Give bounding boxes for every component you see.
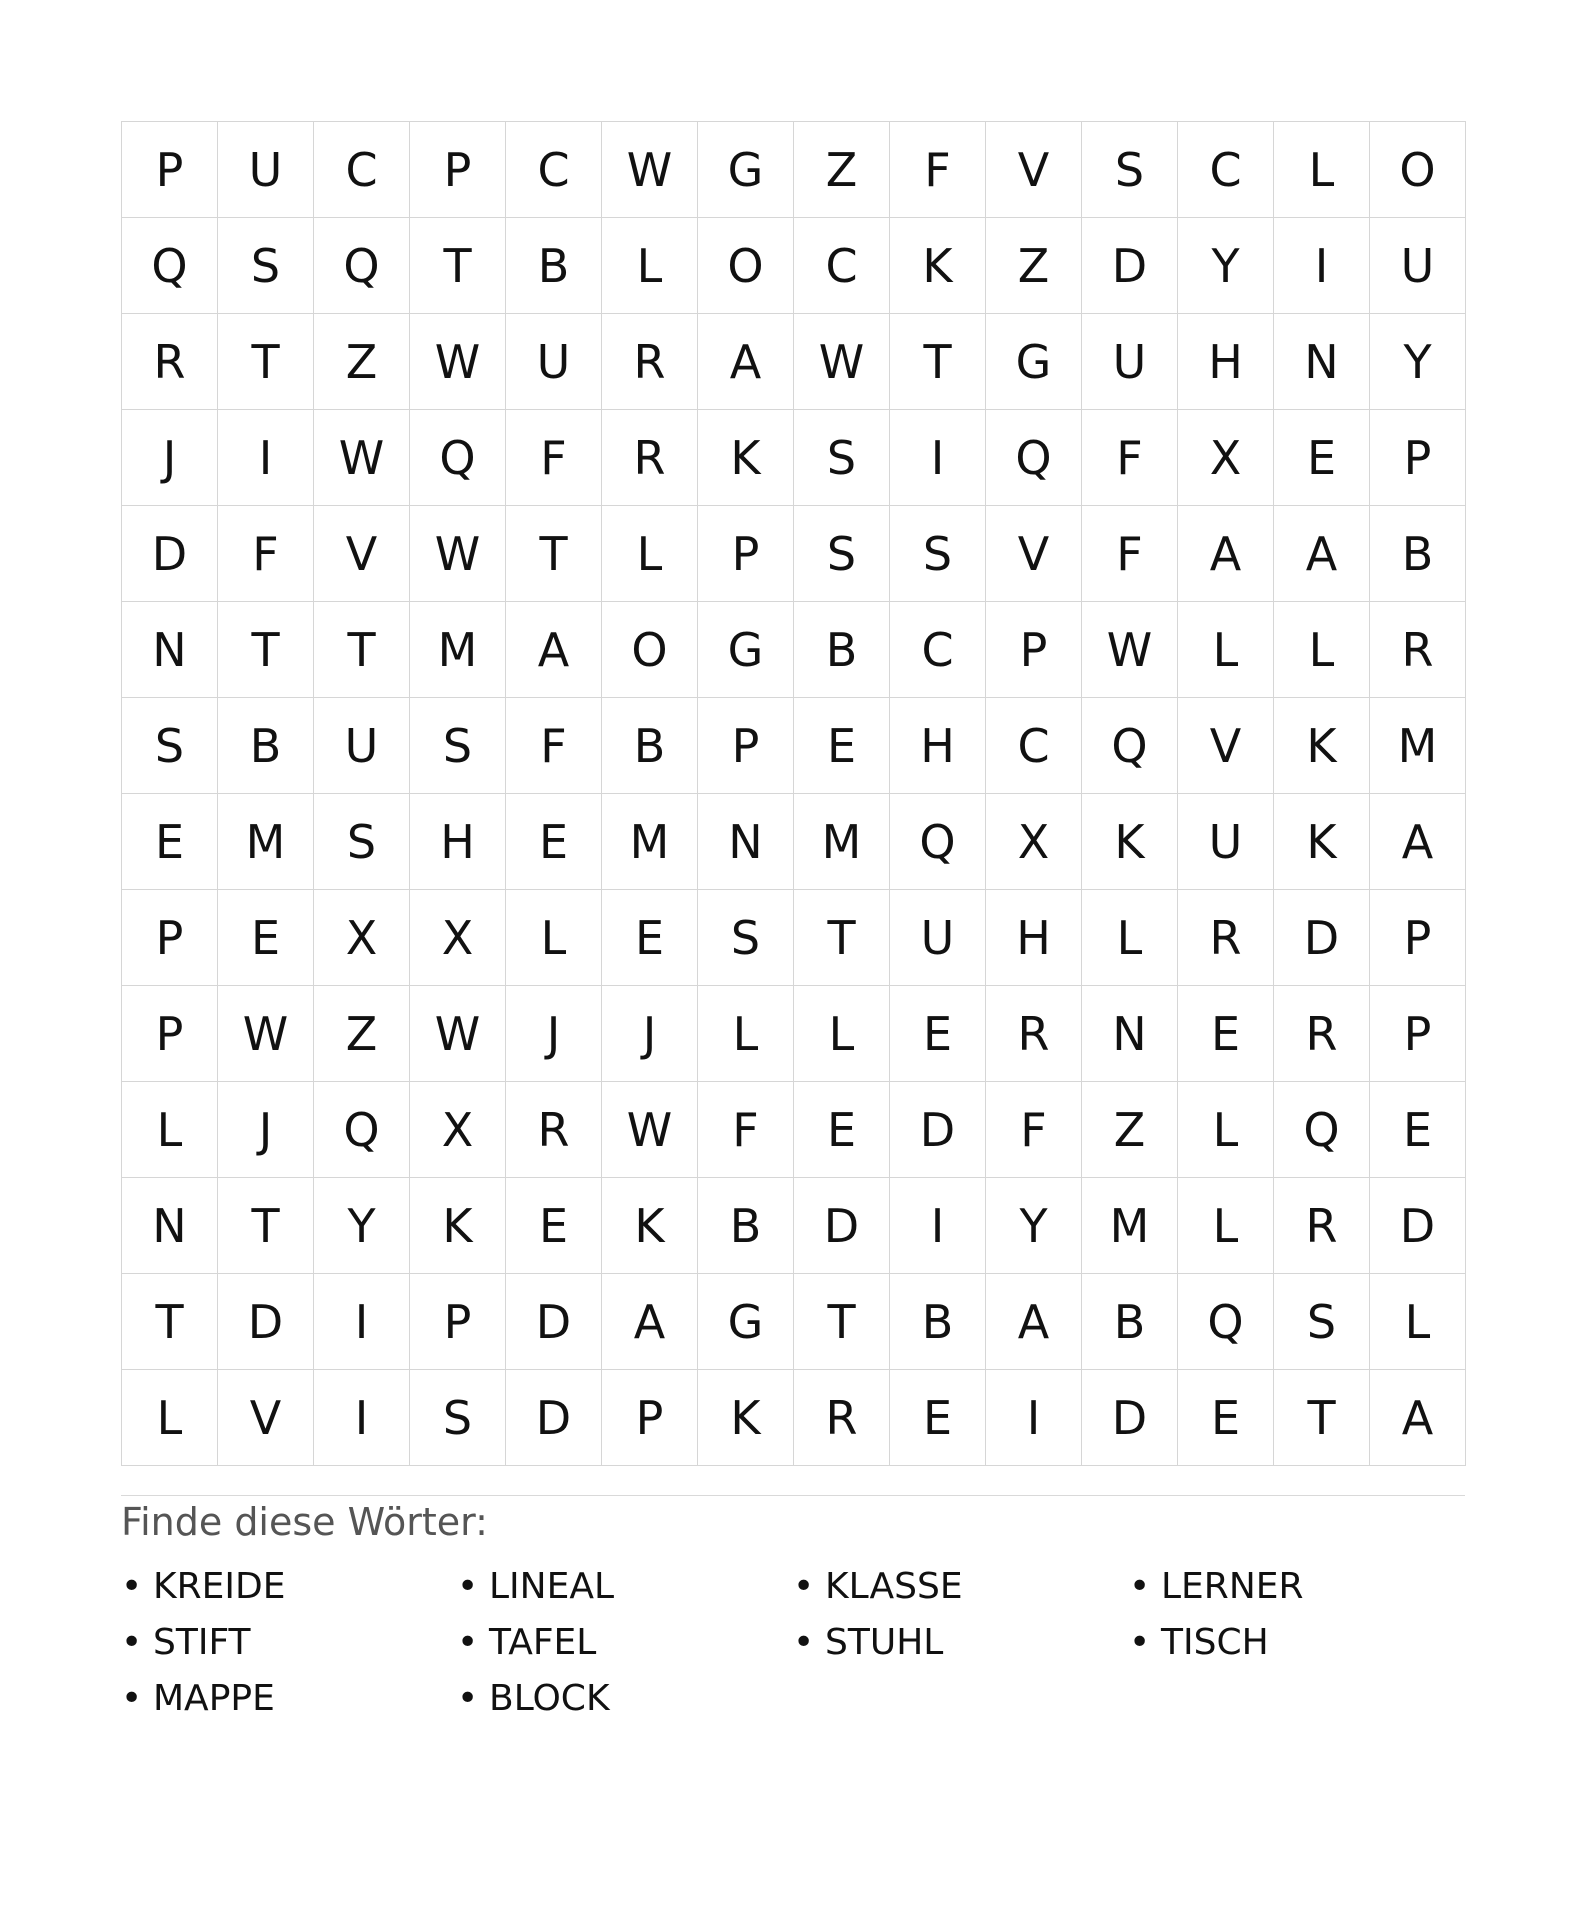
grid-cell[interactable]: R [1274,1178,1370,1274]
grid-cell[interactable]: H [1178,314,1274,410]
grid-cell[interactable]: O [1370,122,1466,218]
word-label: STIFT [153,1621,251,1663]
grid-cell[interactable]: Z [314,986,410,1082]
bullet-icon: • [1129,1621,1151,1663]
grid-cell[interactable]: M [218,794,314,890]
grid-cell[interactable]: W [602,1082,698,1178]
bullet-icon: • [793,1621,815,1663]
grid-cell[interactable]: X [410,890,506,986]
grid-cell[interactable]: J [218,1082,314,1178]
grid-cell[interactable]: P [698,698,794,794]
grid-cell[interactable]: N [1082,986,1178,1082]
grid-cell[interactable]: Z [986,218,1082,314]
grid-cell[interactable]: Q [1082,698,1178,794]
grid-cell[interactable]: E [218,890,314,986]
grid-cell[interactable]: P [122,122,218,218]
grid-cell[interactable]: U [218,122,314,218]
grid-cell[interactable]: X [986,794,1082,890]
grid-cell[interactable]: R [1274,986,1370,1082]
grid-cell[interactable]: U [506,314,602,410]
grid-cell[interactable]: R [602,314,698,410]
grid-cell[interactable]: K [1274,794,1370,890]
grid-cell[interactable]: C [1178,122,1274,218]
grid-cell[interactable]: E [794,1082,890,1178]
grid-cell[interactable]: M [1082,1178,1178,1274]
grid-cell[interactable]: L [506,890,602,986]
grid-cell[interactable]: Z [794,122,890,218]
grid-cell[interactable]: A [1370,794,1466,890]
grid-cell[interactable]: T [314,602,410,698]
grid-cell[interactable]: L [1178,1082,1274,1178]
grid-cell[interactable]: T [890,314,986,410]
grid-cell[interactable]: H [410,794,506,890]
grid-cell[interactable]: T [218,314,314,410]
word-list-item [121,1670,457,1726]
grid-cell[interactable]: G [698,1274,794,1370]
grid-cell[interactable]: C [890,602,986,698]
word-label: LERNER [1161,1565,1304,1607]
grid-cell[interactable]: X [410,1082,506,1178]
grid-cell[interactable]: B [794,602,890,698]
grid-cell[interactable]: K [1082,794,1178,890]
grid-cell[interactable]: A [1370,1370,1466,1466]
grid-cell[interactable]: S [410,1370,506,1466]
grid-cell[interactable]: P [602,1370,698,1466]
grid-cell[interactable]: P [698,506,794,602]
grid-cell[interactable]: B [890,1274,986,1370]
grid-cell[interactable]: Y [314,1178,410,1274]
grid-cell[interactable]: Q [1178,1274,1274,1370]
word-label: TAFEL [489,1621,597,1663]
grid-cell[interactable]: Z [1082,1082,1178,1178]
word-label: STUHL [825,1621,944,1663]
grid-cell[interactable]: S [794,410,890,506]
grid-cell[interactable]: X [314,890,410,986]
grid-cell[interactable]: P [122,890,218,986]
grid-cell[interactable]: S [410,698,506,794]
grid-cell[interactable]: I [986,1370,1082,1466]
grid-cell[interactable]: D [122,506,218,602]
grid-cell[interactable]: G [698,122,794,218]
grid-cell[interactable]: M [602,794,698,890]
grid-cell[interactable]: F [986,1082,1082,1178]
grid-cell[interactable]: Y [986,1178,1082,1274]
bullet-icon: • [457,1677,479,1719]
grid-cell[interactable]: I [314,1370,410,1466]
grid-cell[interactable]: R [794,1370,890,1466]
grid-cell[interactable]: R [1370,602,1466,698]
grid-cell[interactable]: C [314,122,410,218]
grid-cell[interactable]: E [1178,1370,1274,1466]
grid-cell[interactable]: S [794,506,890,602]
grid-cell[interactable]: P [1370,410,1466,506]
grid-cell[interactable]: E [506,794,602,890]
grid-cell[interactable]: L [1370,1274,1466,1370]
grid-cell[interactable]: D [1082,1370,1178,1466]
grid-cell[interactable]: Q [410,410,506,506]
grid-cell[interactable]: Q [890,794,986,890]
grid-cell[interactable]: R [506,1082,602,1178]
grid-cell[interactable]: C [986,698,1082,794]
grid-cell[interactable]: S [314,794,410,890]
grid-cell[interactable]: L [1082,890,1178,986]
grid-cell[interactable]: W [410,506,506,602]
grid-cell[interactable]: A [1178,506,1274,602]
grid-cell[interactable]: S [890,506,986,602]
grid-cell[interactable]: N [1274,314,1370,410]
grid-cell[interactable]: N [122,1178,218,1274]
grid-cell[interactable]: T [218,1178,314,1274]
bullet-icon: • [121,1677,143,1719]
grid-cell[interactable]: N [698,794,794,890]
grid-cell[interactable]: M [794,794,890,890]
grid-cell[interactable]: P [122,986,218,1082]
grid-cell[interactable]: C [506,122,602,218]
grid-cell[interactable]: G [986,314,1082,410]
grid-cell[interactable]: E [602,890,698,986]
grid-cell[interactable]: V [314,506,410,602]
grid-cell[interactable]: S [698,890,794,986]
grid-cell[interactable]: Q [314,218,410,314]
grid-cell[interactable]: R [122,314,218,410]
bullet-icon: • [457,1565,479,1607]
grid-cell[interactable]: D [890,1082,986,1178]
grid-cell[interactable]: E [506,1178,602,1274]
grid-cell[interactable]: I [218,410,314,506]
grid-cell[interactable]: L [122,1370,218,1466]
grid-cell[interactable]: L [698,986,794,1082]
bullet-icon: • [1129,1565,1151,1607]
grid-cell[interactable]: L [1274,122,1370,218]
grid-cell[interactable]: K [890,218,986,314]
grid-cell[interactable]: K [602,1178,698,1274]
grid-cell[interactable]: Q [122,218,218,314]
grid-cell[interactable]: R [986,986,1082,1082]
grid-cell[interactable]: X [1178,410,1274,506]
grid-cell[interactable]: F [506,698,602,794]
grid-cell[interactable]: S [1274,1274,1370,1370]
grid-cell[interactable]: V [986,122,1082,218]
grid-cell[interactable]: I [890,410,986,506]
grid-cell[interactable]: D [218,1274,314,1370]
grid-cell[interactable]: E [1178,986,1274,1082]
grid-cell[interactable]: M [1370,698,1466,794]
word-list-item [1129,1558,1465,1614]
grid-cell[interactable]: Q [986,410,1082,506]
word-label: KLASSE [825,1565,963,1607]
grid-cell[interactable]: T [1274,1370,1370,1466]
grid-cell[interactable]: P [986,602,1082,698]
grid-cell[interactable]: A [1274,506,1370,602]
grid-cell[interactable]: S [218,218,314,314]
grid-cell[interactable]: Q [1274,1082,1370,1178]
grid-cell[interactable]: E [122,794,218,890]
grid-cell[interactable]: K [1274,698,1370,794]
grid-cell[interactable]: U [1178,794,1274,890]
grid-cell[interactable]: O [602,602,698,698]
grid-cell[interactable]: W [794,314,890,410]
bullet-icon: • [793,1565,815,1607]
grid-cell[interactable]: L [1274,602,1370,698]
grid-cell[interactable]: F [698,1082,794,1178]
grid-cell[interactable]: J [122,410,218,506]
grid-cell[interactable]: L [602,506,698,602]
grid-cell[interactable]: F [506,410,602,506]
word-list [121,1558,1465,1726]
word-list-item [121,1614,457,1670]
grid-cell[interactable]: P [410,122,506,218]
grid-cell[interactable]: E [890,986,986,1082]
grid-cell[interactable]: D [1082,218,1178,314]
grid-cell[interactable]: D [1274,890,1370,986]
grid-cell[interactable]: T [794,890,890,986]
grid-cell[interactable]: V [1178,698,1274,794]
grid-cell[interactable]: W [410,314,506,410]
word-list-item [793,1614,1129,1670]
word-list-item [457,1558,793,1614]
grid-cell[interactable]: I [890,1178,986,1274]
grid-cell[interactable]: S [1082,122,1178,218]
grid-cell[interactable]: U [1082,314,1178,410]
grid-cell[interactable]: A [698,314,794,410]
grid-cell[interactable]: V [218,1370,314,1466]
grid-cell[interactable]: L [1178,602,1274,698]
grid-cell[interactable]: W [602,122,698,218]
word-label: KREIDE [153,1565,286,1607]
grid-cell[interactable]: B [698,1178,794,1274]
bullet-icon: • [121,1565,143,1607]
grid-cell[interactable]: V [986,506,1082,602]
word-list-item [121,1558,457,1614]
grid-cell[interactable]: U [314,698,410,794]
grid-cell[interactable]: P [410,1274,506,1370]
grid-cell[interactable]: Y [1178,218,1274,314]
grid-cell[interactable]: D [506,1274,602,1370]
grid-cell[interactable]: H [890,698,986,794]
word-label: BLOCK [489,1677,610,1719]
grid-cell[interactable]: E [794,698,890,794]
grid-cell[interactable]: L [1178,1178,1274,1274]
grid-cell[interactable]: E [1274,410,1370,506]
grid-cell[interactable]: K [410,1178,506,1274]
grid-cell[interactable]: T [218,602,314,698]
grid-cell[interactable]: F [890,122,986,218]
grid-cell[interactable]: W [314,410,410,506]
grid-cell[interactable]: U [890,890,986,986]
grid-cell[interactable]: E [890,1370,986,1466]
grid-cell[interactable]: P [1370,986,1466,1082]
grid-cell[interactable]: Z [314,314,410,410]
grid-cell[interactable]: F [218,506,314,602]
grid-cell[interactable]: A [986,1274,1082,1370]
grid-cell[interactable]: T [794,1274,890,1370]
word-list-prompt: Finde diese Wörter: [121,1500,488,1544]
grid-cell[interactable]: G [698,602,794,698]
grid-cell[interactable]: Y [1370,314,1466,410]
grid-cell[interactable]: I [1274,218,1370,314]
grid-cell[interactable]: R [602,410,698,506]
grid-cell[interactable]: T [506,506,602,602]
grid-cell[interactable]: H [986,890,1082,986]
grid-cell[interactable]: D [794,1178,890,1274]
grid-cell[interactable]: O [698,218,794,314]
grid-cell[interactable]: S [122,698,218,794]
grid-cell[interactable]: D [1370,1178,1466,1274]
divider [121,1495,1465,1496]
grid-cell[interactable]: B [1082,1274,1178,1370]
grid-cell[interactable]: A [602,1274,698,1370]
grid-cell[interactable]: J [506,986,602,1082]
grid-cell[interactable]: B [218,698,314,794]
grid-cell[interactable]: B [506,218,602,314]
grid-cell[interactable]: B [1370,506,1466,602]
grid-cell[interactable]: F [1082,506,1178,602]
letter-grid [121,121,1466,1466]
grid-cell[interactable]: M [410,602,506,698]
bullet-icon: • [121,1621,143,1663]
word-label: TISCH [1161,1621,1269,1663]
grid-cell[interactable]: L [122,1082,218,1178]
grid-cell[interactable]: N [122,602,218,698]
grid-cell[interactable]: K [698,410,794,506]
grid-cell[interactable]: W [218,986,314,1082]
grid-cell[interactable]: K [698,1370,794,1466]
grid-cell[interactable]: E [1370,1082,1466,1178]
grid-cell[interactable]: D [506,1370,602,1466]
grid-cell[interactable]: W [1082,602,1178,698]
grid-cell[interactable]: T [122,1274,218,1370]
grid-cell[interactable]: J [602,986,698,1082]
word-list-item [457,1614,793,1670]
grid-cell[interactable]: C [794,218,890,314]
grid-cell[interactable]: F [1082,410,1178,506]
grid-cell[interactable]: B [602,698,698,794]
grid-cell[interactable]: W [410,986,506,1082]
word-label: LINEAL [489,1565,615,1607]
grid-cell[interactable]: U [1370,218,1466,314]
grid-cell[interactable]: T [410,218,506,314]
grid-cell[interactable]: P [1370,890,1466,986]
word-list-item [1129,1614,1465,1670]
grid-cell[interactable]: L [602,218,698,314]
bullet-icon: • [457,1621,479,1663]
grid-cell[interactable]: L [794,986,890,1082]
word-list-item [457,1670,793,1726]
grid-cell[interactable]: R [1178,890,1274,986]
grid-cell[interactable]: A [506,602,602,698]
grid-cell[interactable]: I [314,1274,410,1370]
word-list-item [793,1558,1129,1614]
grid-cell[interactable]: Q [314,1082,410,1178]
word-label: MAPPE [153,1677,275,1719]
